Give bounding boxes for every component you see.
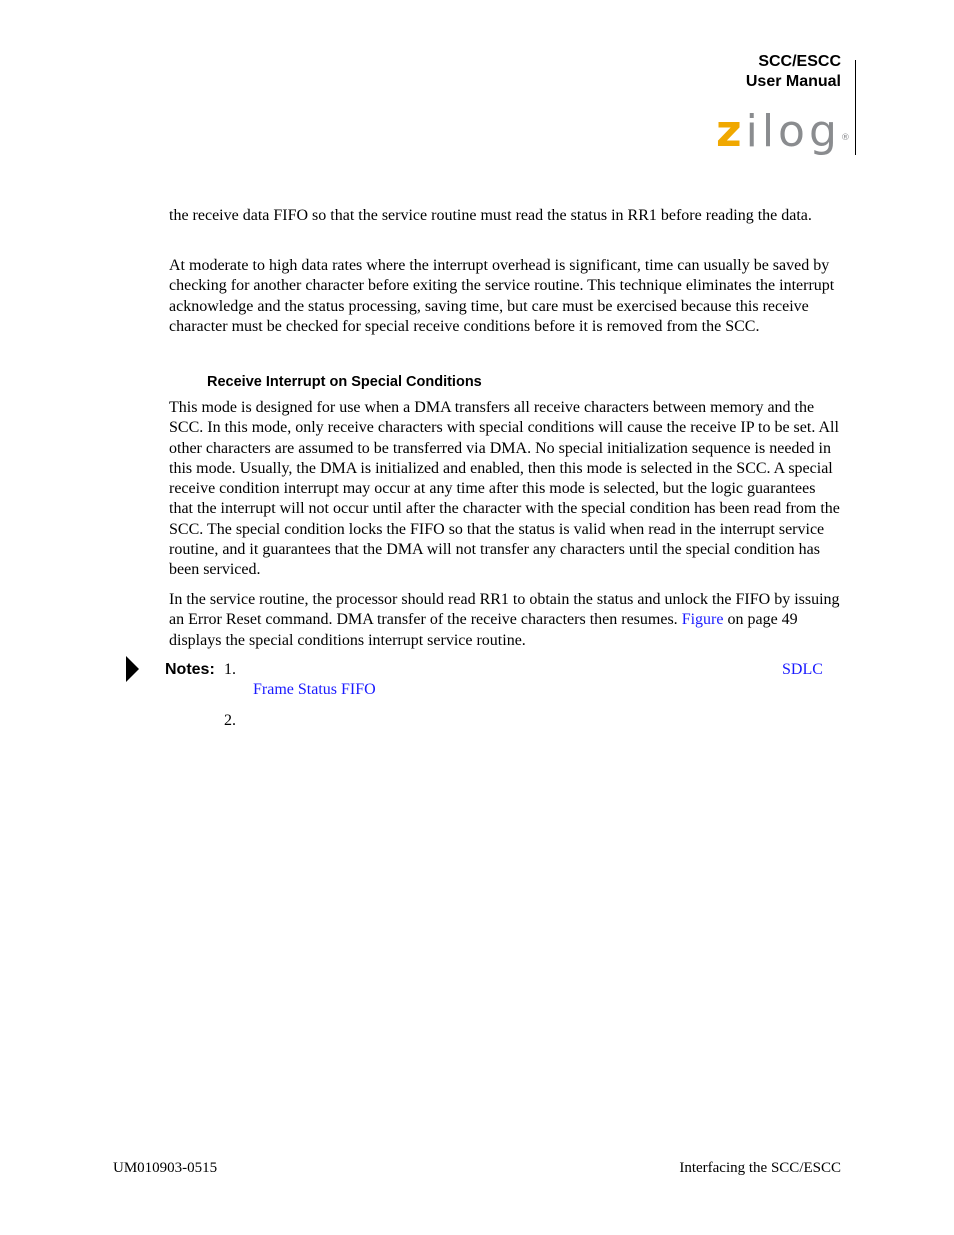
- notes-label: Notes:: [165, 661, 215, 678]
- frame-status-fifo-link[interactable]: Frame Status FIFO: [253, 681, 376, 698]
- paragraph-fifo-status: the receive data FIFO so that the service routine must read the status in RR1 before reading the data.: [169, 207, 812, 224]
- paragraph-service-routine: [169, 590, 841, 651]
- paragraph-dma-mode: This mode is designed for use when a DMA transfers all receive characters between memory and the SCC. In this mode, only receive characters with special conditions will cause the receive IP to be set. All other characters are assumed to be transferred via DMA. No special initialization sequence is needed in this mode. Usually, the DMA is initialized and enabled, then this mode is selected in the SCC. A special receive condition interrupt may occur at any time after this mode is selected, but the logic guarantees that the interrupt will not occur until after the character with the special condition has been read from the SCC. The special condition locks the FIFO so that the status is valid when read in the interrupt service routine, and it guarantees that the DMA will not transfer any characters until the special condition has been serviced.: [169, 399, 840, 579]
- zilog-logo: [716, 104, 850, 160]
- header-title-line2: User Manual: [745, 73, 841, 90]
- note-number-2: 2.: [224, 712, 236, 729]
- header-title-line1: SCC/ESCC: [758, 53, 841, 70]
- para4-text-a: In the service routine, the processor should read RR1 to obtain the status and unlock the FIFO by issuing an Error Reset command. DMA transfer of the receive characters then resumes.: [169, 591, 840, 629]
- footer-doc-id: UM010903-0515: [113, 1160, 218, 1176]
- sdlc-link[interactable]: SDLC: [782, 661, 823, 678]
- logo-z: z: [716, 106, 746, 157]
- para4-text-b: on page 49 displays the special conditions interrupt service routine.: [169, 611, 798, 649]
- note-number-1: 1.: [224, 661, 236, 678]
- document-header-title: [746, 52, 841, 92]
- figure-link[interactable]: Figure: [681, 611, 724, 629]
- note-arrow-icon: [126, 656, 139, 682]
- paragraph-data-rates: At moderate to high data rates where the interrupt overhead is significant, time can usually be saved by checking for another character before exiting the service routine. This technique eliminates the interrupt acknowledge and the status processing, saving time, but care must be exercised because this receive character must be checked for special receive conditions before it is removed from the SCC.: [169, 257, 835, 335]
- footer-section-title: Interfacing the SCC/ESCC: [679, 1160, 841, 1176]
- logo-rest: ilog: [745, 106, 841, 157]
- section-heading: Receive Interrupt on Special Conditions: [207, 374, 482, 390]
- logo-registered-mark: ®: [840, 133, 850, 143]
- header-divider: [855, 60, 856, 155]
